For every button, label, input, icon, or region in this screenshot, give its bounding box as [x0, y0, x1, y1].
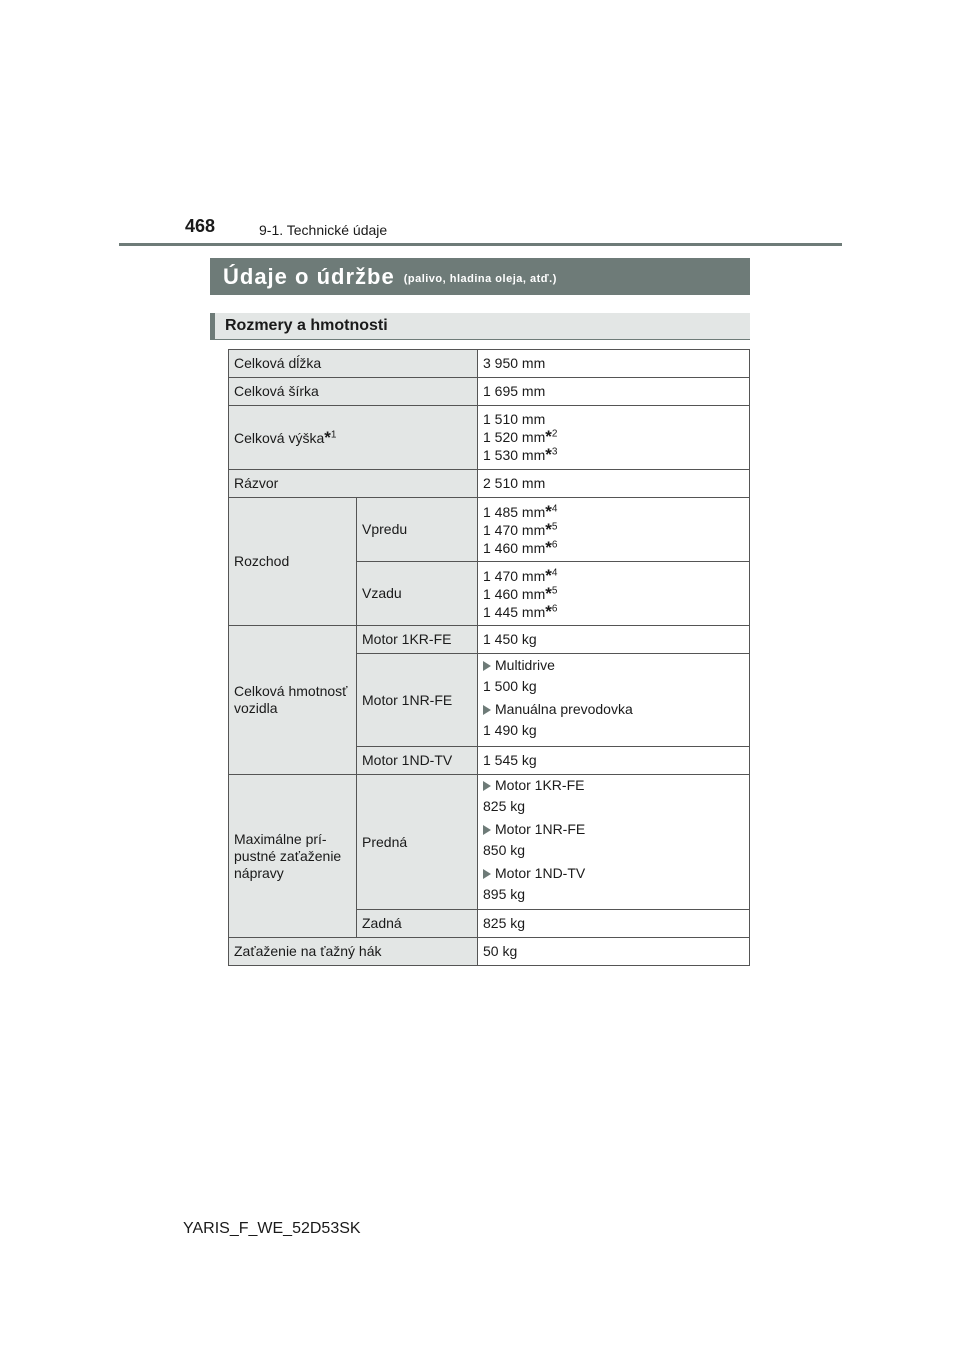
- triangle-bullet-icon: [483, 661, 491, 671]
- row-value: [478, 406, 750, 470]
- row-label: Rozchod: [229, 498, 357, 626]
- row-value: [478, 562, 750, 626]
- sub-label: Vzadu: [357, 562, 478, 626]
- row-value: [478, 498, 750, 562]
- value-line: 1 520 mm*$^2$: [483, 427, 558, 446]
- option-heading: Motor 1KR-FE: [483, 777, 744, 794]
- footnote-mark: 1: [330, 428, 337, 440]
- option-heading: Motor 1NR-FE: [483, 821, 744, 838]
- sub-label: Predná: [357, 775, 478, 910]
- section-title-sub: (palivo, hladina oleja, atď.): [403, 273, 557, 285]
- table-row: [229, 350, 750, 378]
- row-label: Celková hmotnosť vozidla: [229, 626, 357, 775]
- page-number: 468: [185, 216, 216, 236]
- row-value: 825 kg: [478, 910, 750, 938]
- footnote-asterisk: *: [324, 427, 331, 447]
- value-line: 1 445 mm*$^6$: [483, 601, 558, 621]
- option-value: 1 500 kg: [483, 678, 537, 694]
- table-row: [229, 406, 750, 470]
- subsection-title: Rozmery a hmotnosti: [210, 313, 750, 340]
- row-value: 1 450 kg: [478, 626, 750, 654]
- table-row: [229, 498, 750, 562]
- option-value: 895 kg: [483, 886, 526, 902]
- row-label: [229, 406, 478, 470]
- table-row: [229, 470, 750, 498]
- value-line: 1 510 mm: [483, 411, 546, 427]
- table-row: [229, 775, 750, 910]
- height-label: Celková výška: [234, 429, 325, 446]
- row-value: 3 950 mm: [478, 350, 750, 378]
- specs-table: [228, 349, 750, 966]
- value-line: 1 530 mm*$^3$: [483, 445, 558, 464]
- sub-label: Motor 1KR-FE: [357, 626, 478, 654]
- value-line: 1 470 mm*$^4$: [483, 565, 558, 585]
- triangle-bullet-icon: [483, 781, 491, 791]
- row-label: Rázvor: [229, 470, 478, 498]
- value-line: 1 470 mm*$^5$: [483, 519, 558, 539]
- sub-label: Motor 1ND-TV: [357, 747, 478, 775]
- row-value: 1 545 kg: [478, 747, 750, 775]
- row-value: 1 695 mm: [478, 378, 750, 406]
- triangle-bullet-icon: [483, 705, 491, 715]
- triangle-bullet-icon: [483, 825, 491, 835]
- table-row: [229, 938, 750, 966]
- section-title-main: Údaje o údržbe: [223, 263, 395, 289]
- row-value: 2 510 mm: [478, 470, 750, 498]
- value-line: 1 460 mm*$^5$: [483, 583, 558, 603]
- sub-label: Zadná: [357, 910, 478, 938]
- sub-label: Motor 1NR-FE: [357, 654, 478, 747]
- running-header: 9-1. Technické údaje: [259, 222, 388, 238]
- row-value: [478, 654, 750, 747]
- option-value: 1 490 kg: [483, 722, 537, 738]
- footer-code: YARIS_F_WE_52D53SK: [183, 1220, 361, 1237]
- header-rule: [119, 243, 842, 246]
- row-label: Celková šírka: [229, 378, 478, 406]
- row-label: Maximálne prí- pustné zaťaženie nápravy: [229, 775, 357, 938]
- section-title: [210, 258, 750, 295]
- row-value: [478, 775, 750, 910]
- option-value: 825 kg: [483, 798, 526, 814]
- triangle-bullet-icon: [483, 869, 491, 879]
- sub-label: Vpredu: [357, 498, 478, 562]
- option-heading: Motor 1ND-TV: [483, 865, 744, 882]
- table-row: [229, 626, 750, 654]
- option-heading: Manuálna prevodovka: [483, 701, 744, 718]
- value-line: 1 485 mm*$^4$: [483, 501, 558, 521]
- table-row: [229, 378, 750, 406]
- row-label: Zaťaženie na ťažný hák: [229, 938, 478, 966]
- row-value: 50 kg: [478, 938, 750, 966]
- option-heading: Multidrive: [483, 657, 744, 674]
- row-label: Celková dĺžka: [229, 350, 478, 378]
- option-value: 850 kg: [483, 842, 526, 858]
- value-line: 1 460 mm*$^6$: [483, 537, 558, 557]
